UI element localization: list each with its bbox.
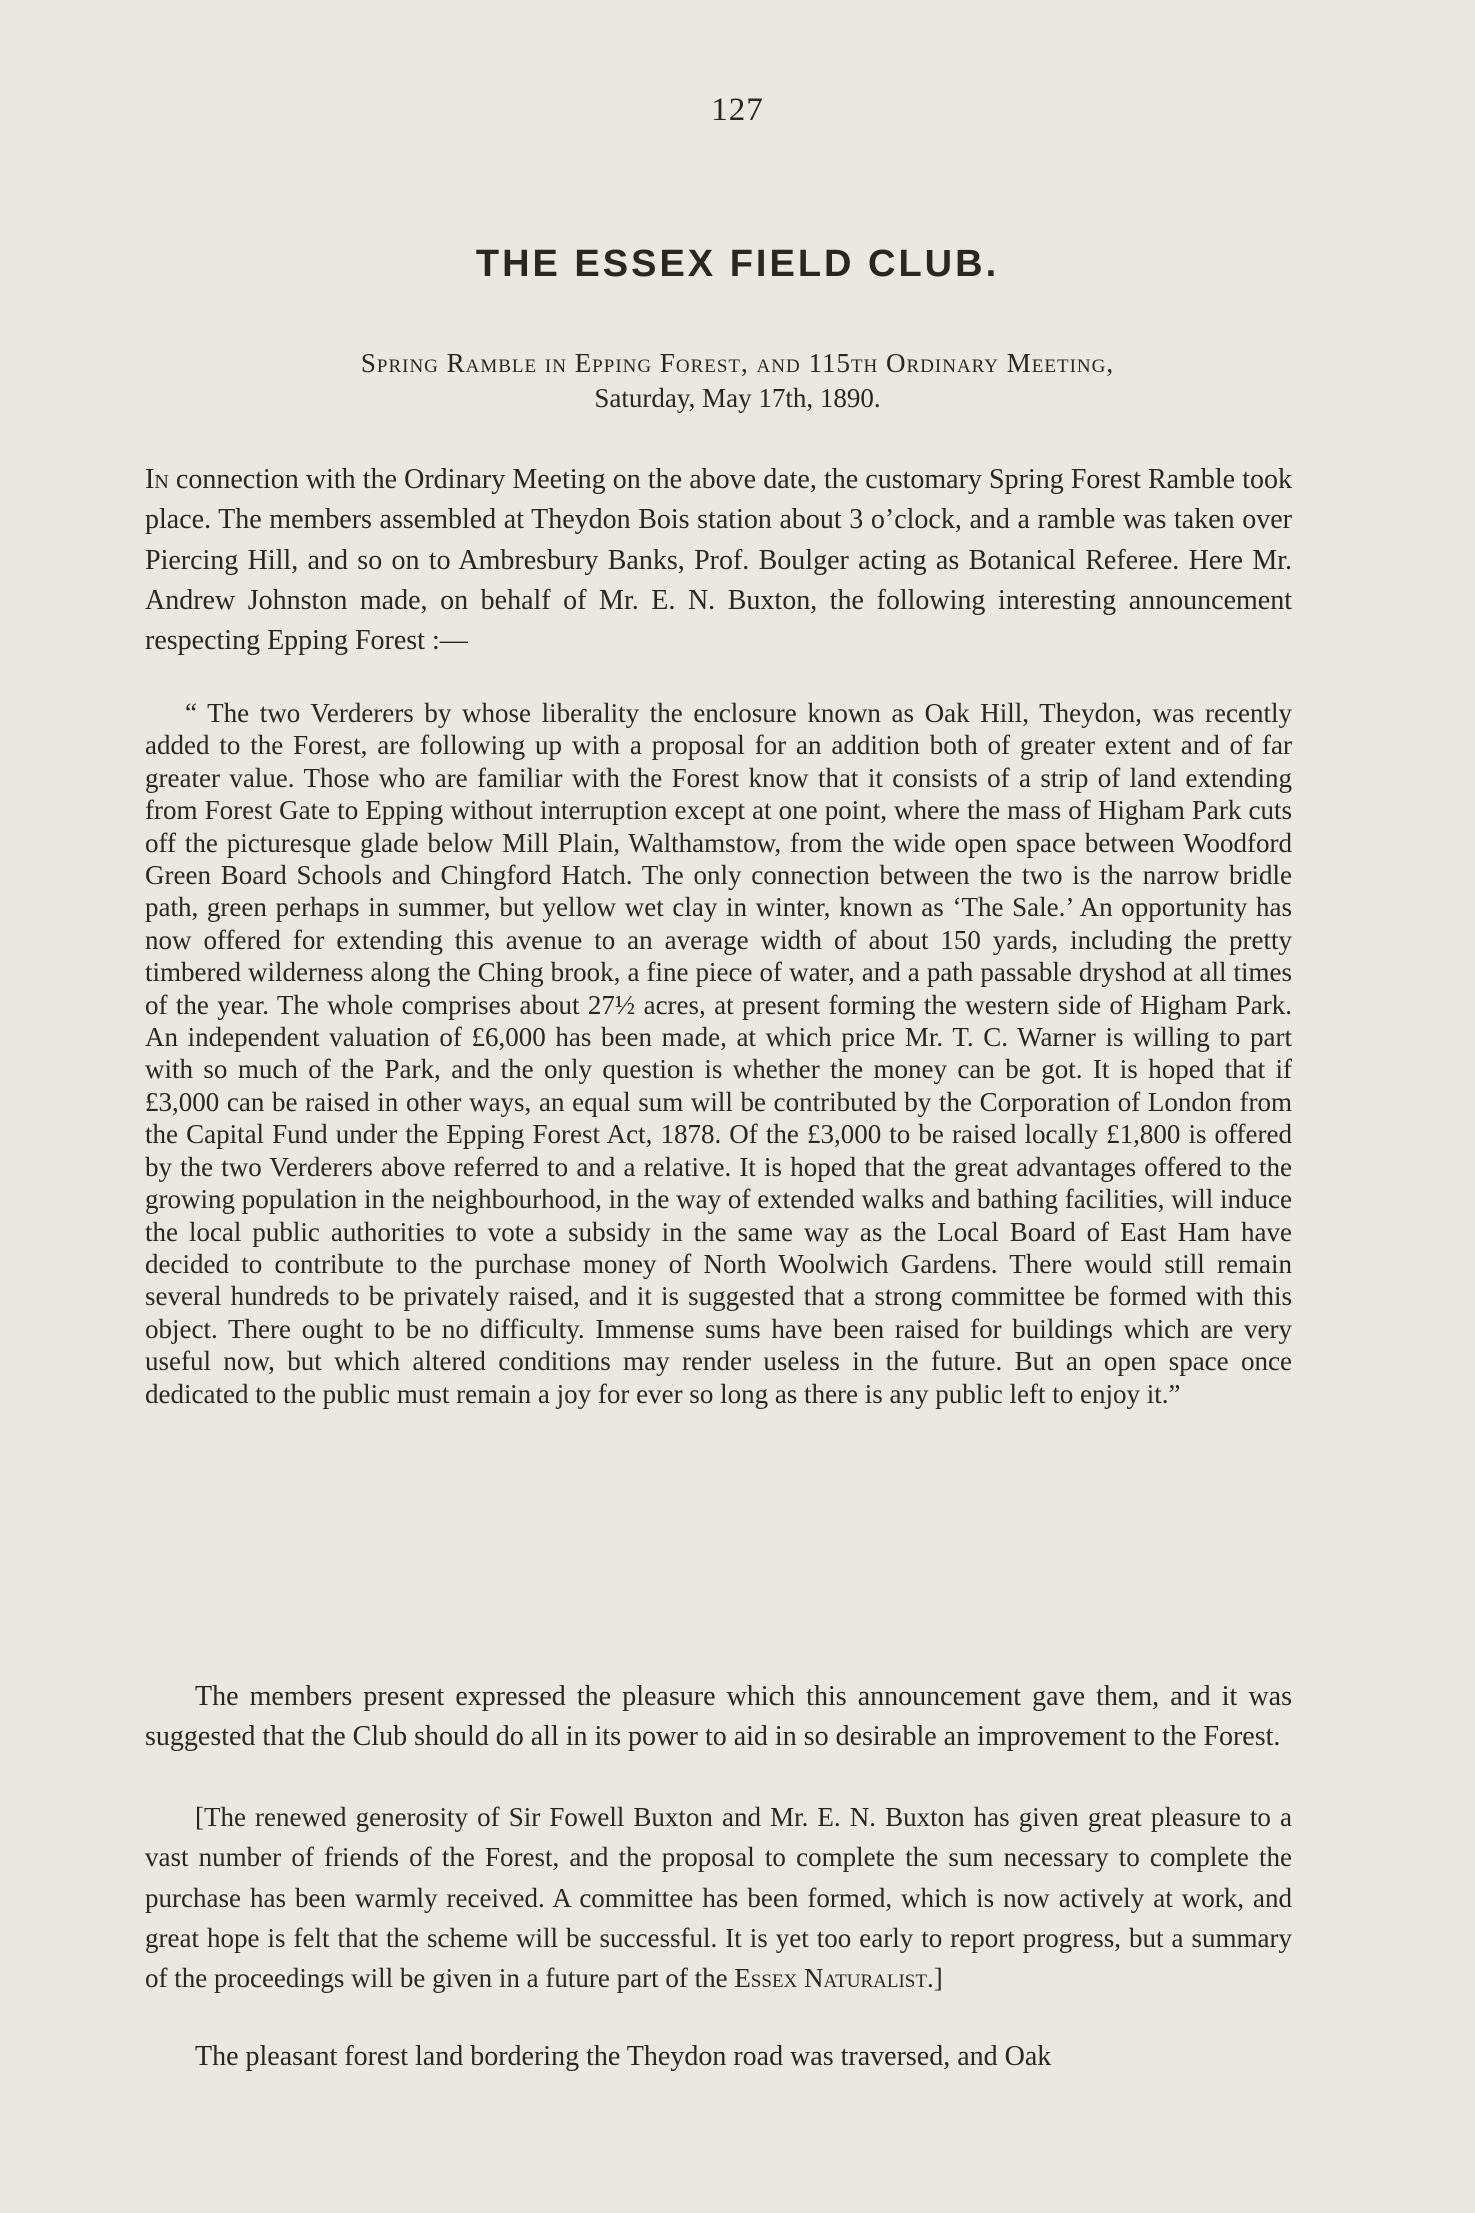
page-number: 127	[711, 92, 764, 128]
intro-text: connection with the Ordinary Meeting on the above date, the customary Spring Forest Ramble took place. The members assembled at Theydon Bois station about 3 o’clock, and a ramble was taken over Piercing Hill, and so on to Ambresbury Banks, Prof. Boulger acting as Botanical Referee. Here Mr. Andrew Johnston made, on behalf of Mr. E. N. Buxton, the following interesting announcement respecting Epping Forest :—	[145, 464, 1292, 657]
lead-word: In	[145, 464, 169, 495]
bracketed-note	[145, 1797, 1292, 1998]
intro-paragraph	[145, 460, 1292, 661]
note-text: [The renewed generosity of Sir Fowell Buxton and Mr. E. N. Buxton has given great pleasure to a vast number of friends of the Forest, and the proposal to complete the sum necessary to complete the purchase has been warmly received. A committee has been formed, which is now actively at work, and great hope is felt that the scheme will be successful. It is yet too early to report progress, but a summary of the proceedings will be given in a future part of the	[145, 1802, 1292, 1994]
continuation-paragraph: The pleasant forest land bordering the Theydon road was traversed, and Oak	[195, 2041, 1052, 2072]
announcement-quote: “ The two Verderers by whose liberality the enclosure known as Oak Hill, Theydon, was recently added to the Forest, are following up with a proposal for an addition both of greater extent and of far greater value. Those who are familiar with the Forest know that it consists of a strip of land extending from Forest Gate to Epping without interruption except at one point, where the mass of Higham Park cuts off the picturesque glade below Mill Plain, Walthamstow, from the wide open space between Woodford Green Board Schools and Chingford Hatch. The only connection between the two is the narrow bridle path, green perhaps in summer, but yellow wet clay in winter, known as ‘The Sale.’ An opportunity has now offered for extending this avenue to an average width of about 150 yards, including the pretty timbered wilderness along the Ching brook, a fine piece of water, and a path passable dryshod at all times of the year. The whole comprises about 27½ acres, at present forming the western side of Higham Park. An independent valuation of £6,000 has been made, at which price Mr. T. C. Warner is willing to part with so much of the Park, and the only question is whether the money can be got. It is hoped that if £3,000 can be raised in other ways, an equal sum will be contributed by the Corporation of London from the Capital Fund under the Epping Forest Act, 1878. Of the £3,000 to be raised locally £1,800 is offered by the two Verderers above referred to and a relative. It is hoped that the great advantages offered to the growing population in the neighbourhood, in the way of extended walks and bathing facilities, will induce the local public authorities to vote a subsidy in the same way as the Local Board of East Ham have decided to contribute to the purchase money of North Woolwich Gardens. There would still remain several hundreds to be privately raised, and it is suggested that a strong committee be formed with this object. There ought to be no difficulty. Immense sums have been raised for buildings which are very useful now, but which altered conditions may render useless in the future. But an open space once dedicated to the public must remain a joy for ever so long as there is any public left to enjoy it.”	[145, 698, 1292, 1409]
page-title: THE ESSEX FIELD CLUB.	[475, 243, 1000, 285]
note-end: .]	[926, 1963, 943, 1994]
meeting-subtitle: Spring Ramble in Epping Forest, and 115th Ordinary Meeting,	[360, 348, 1115, 378]
members-paragraph: The members present expressed the pleasure which this announcement gave them, and it was suggested that the Club should do all in its power to aid in so desirable an improvement to the Forest.	[145, 1681, 1292, 1753]
meeting-date: Saturday, May 17th, 1890.	[594, 383, 881, 413]
journal-name: Essex Naturalist	[734, 1963, 927, 1994]
